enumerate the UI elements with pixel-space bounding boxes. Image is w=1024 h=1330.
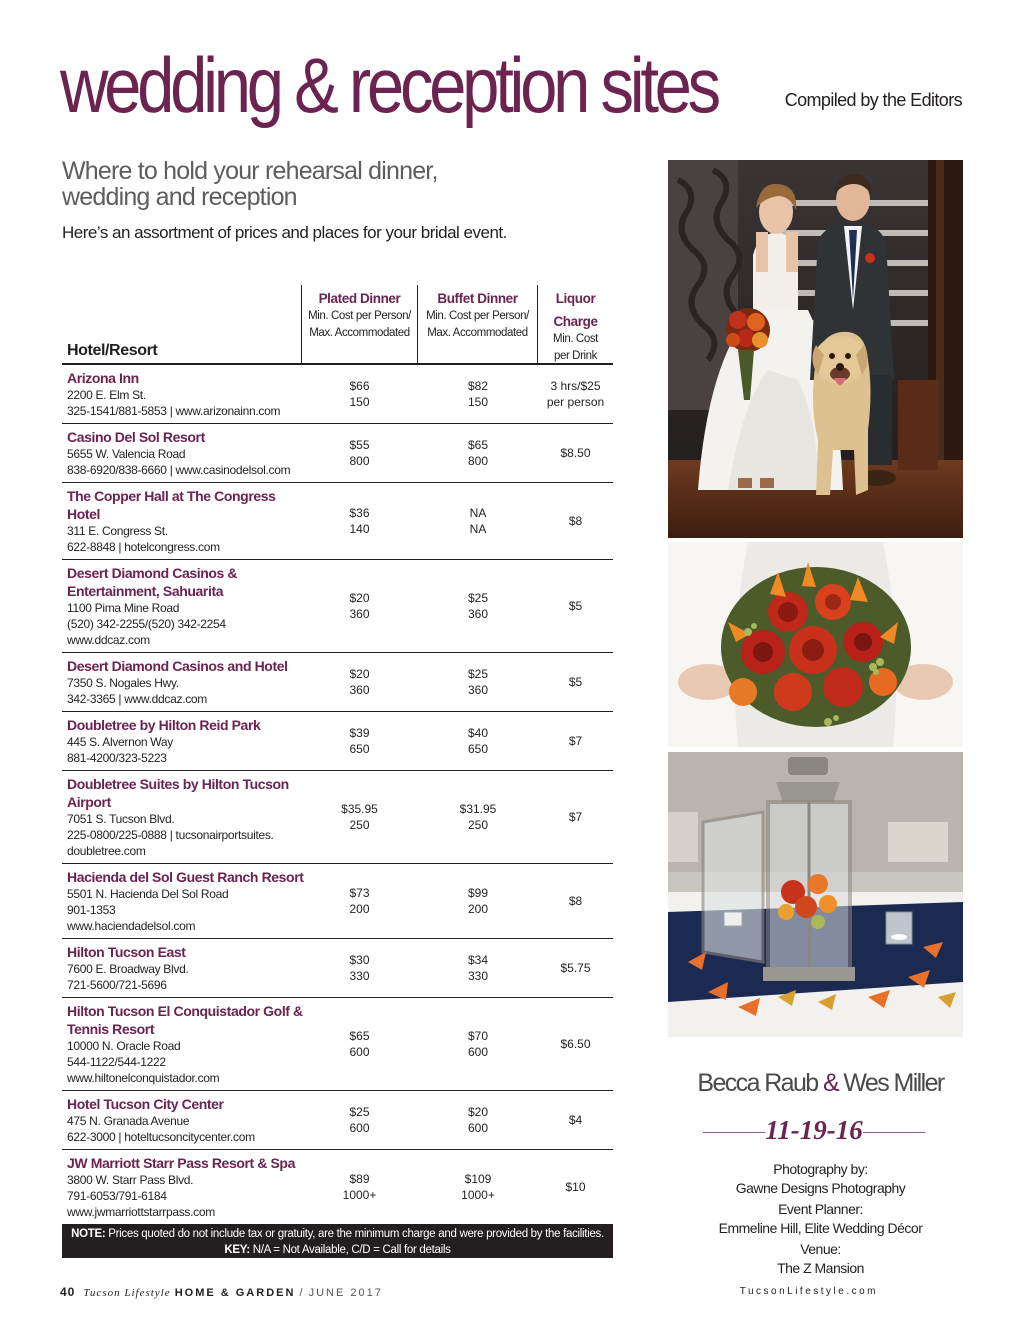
liquor-charge-cell xyxy=(538,1091,613,1149)
buffet-dinner-cell xyxy=(418,653,538,711)
page-title: wedding & reception sites xyxy=(60,41,717,129)
liquor-charge-cell xyxy=(538,864,613,938)
key-label: KEY: xyxy=(224,1244,250,1256)
plated-dinner-cell-value: $73 xyxy=(349,886,370,900)
venue-contact-line: 721-5600/721-5696 xyxy=(67,978,167,992)
venue-info xyxy=(62,939,307,997)
buffet-dinner-cell-value: $70 xyxy=(467,1029,489,1043)
plated-dinner-title: Plated Dinner xyxy=(318,291,401,306)
plated-dinner-cell-value: 600 xyxy=(349,1121,370,1135)
liquor-charge-cell-value: $8 xyxy=(568,514,583,528)
liquor-charge-cell-value: $7 xyxy=(568,810,583,824)
buffet-dinner-cell-value: 650 xyxy=(467,742,489,756)
venue-contact-line: 5655 W. Valencia Road xyxy=(67,447,186,461)
plated-dinner-cell-value: $89 xyxy=(349,1172,370,1186)
liquor-charge-cell-value: $5 xyxy=(568,675,583,689)
buffet-dinner-cell-value: 1000+ xyxy=(461,1188,495,1202)
buffet-dinner-sub1: Min. Cost per Person/ xyxy=(426,310,529,322)
venue-info xyxy=(62,653,307,711)
buffet-dinner-sub2: Max. Accommodated xyxy=(427,327,528,339)
liquor-sub-2: per Drink xyxy=(553,350,598,362)
plated-dinner-sub2: Max. Accommodated xyxy=(309,327,410,339)
buffet-dinner-cell-value: 600 xyxy=(467,1121,489,1135)
header-liquor-charge xyxy=(538,285,613,365)
buffet-dinner-cell-value: 800 xyxy=(467,454,489,468)
buffet-dinner-cell-value: NA xyxy=(469,506,487,520)
credit-name: Gawne Designs Photography xyxy=(735,1179,906,1196)
header-buffet-dinner xyxy=(418,285,538,363)
note-text: Prices quoted do not include tax or gratuity, are the minimum charge and were provided by the facilities. xyxy=(105,1228,604,1240)
plated-dinner-cell-value: 330 xyxy=(349,969,370,983)
plated-dinner-cell-value: $36 xyxy=(349,506,370,520)
venue-contact-line: doubletree.com xyxy=(67,844,146,858)
venue-contact-line: 901-1353 xyxy=(67,903,116,917)
table-row xyxy=(62,712,613,771)
liquor-title-2: Charge xyxy=(553,314,598,329)
liquor-charge-cell-value: $7 xyxy=(568,734,583,748)
liquor-charge-cell-value: $5 xyxy=(568,599,583,613)
venue-contact-line: (520) 342-2255/(520) 342-2254 xyxy=(67,617,226,631)
liquor-charge-cell xyxy=(538,365,613,423)
table-row xyxy=(62,483,613,560)
venue-info xyxy=(62,483,307,559)
liquor-charge-cell-value: per person xyxy=(546,395,605,409)
key-line xyxy=(62,1242,613,1258)
buffet-dinner-cell-value: $20 xyxy=(467,1105,489,1119)
footer-website: TucsonLifestyle.com xyxy=(739,1286,878,1297)
credit-role: Event Planner: xyxy=(778,1201,863,1217)
plated-dinner-cell xyxy=(301,365,418,423)
venue-contact-line: 791-6053/791-6184 xyxy=(67,1189,167,1203)
liquor-sub-1: Min. Cost xyxy=(553,333,598,345)
section-name: HOME & GARDEN xyxy=(174,1287,296,1299)
buffet-dinner-cell-value: 360 xyxy=(467,607,489,621)
venue-info xyxy=(62,1150,307,1224)
header-plated-dinner xyxy=(301,285,418,363)
venue-contact-line: 7051 S. Tucson Blvd. xyxy=(67,812,175,826)
venue-contact-line: 838-6920/838-6660 | www.casinodelsol.com xyxy=(67,463,291,477)
buffet-dinner-cell-value: $25 xyxy=(467,591,489,605)
plated-dinner-cell-value: $20 xyxy=(349,667,370,681)
venue-contact-line: 10000 N. Oracle Road xyxy=(67,1039,181,1053)
couple-first-name: Becca Raub xyxy=(697,1069,818,1097)
buffet-dinner-cell xyxy=(418,424,538,482)
venue-table xyxy=(62,285,613,1225)
intro-text: Here’s an assortment of prices and places for your bridal event. xyxy=(62,223,507,242)
plated-dinner-cell xyxy=(301,1150,418,1224)
buffet-dinner-cell-value: $31.95 xyxy=(459,802,497,816)
plated-dinner-cell-value: 360 xyxy=(349,683,370,697)
ampersand: & xyxy=(822,1069,839,1097)
issue-date: JUNE 2017 xyxy=(308,1287,383,1299)
liquor-charge-cell-value: 3 hrs/$25 xyxy=(550,379,601,393)
buffet-dinner-cell xyxy=(418,939,538,997)
venue-info xyxy=(62,424,307,482)
venue-name: Hotel Tucson City Center xyxy=(67,1096,224,1112)
plated-dinner-cell-value: 200 xyxy=(349,902,370,916)
wedding-date-block xyxy=(703,1115,925,1147)
buffet-dinner-cell-value: $65 xyxy=(467,438,489,452)
venue-contact-line: 1100 Pima Mine Road xyxy=(67,601,180,615)
table-row xyxy=(62,939,613,998)
buffet-dinner-cell xyxy=(418,712,538,770)
credit-name: Emmeline Hill, Elite Wedding Décor xyxy=(718,1219,923,1236)
date-rule-right xyxy=(863,1132,925,1133)
lantern-centerpiece-photo xyxy=(668,752,963,1037)
table-row xyxy=(62,365,613,424)
liquor-title-1: Liquor xyxy=(555,291,596,306)
header-hotel-resort: Hotel/Resort xyxy=(67,342,158,359)
bouquet-photo xyxy=(668,542,963,747)
plated-dinner-cell-value: $66 xyxy=(349,379,370,393)
venue-name: Casino Del Sol Resort xyxy=(67,429,205,445)
table-row xyxy=(62,771,613,864)
venue-contact-line: 342-3365 | www.ddcaz.com xyxy=(67,692,207,706)
buffet-dinner-cell xyxy=(418,560,538,652)
plated-dinner-cell-value: $55 xyxy=(349,438,370,452)
venue-contact-line: 881-4200/323-5223 xyxy=(67,751,167,765)
liquor-charge-cell-value: $4 xyxy=(568,1113,583,1127)
plated-dinner-cell-value: $20 xyxy=(349,591,370,605)
buffet-dinner-cell-value: $40 xyxy=(467,726,489,740)
table-header xyxy=(62,285,613,365)
venue-info xyxy=(62,365,307,423)
table-body xyxy=(62,365,613,1225)
plated-dinner-cell xyxy=(301,998,418,1090)
plated-dinner-cell-value: 650 xyxy=(349,742,370,756)
plated-dinner-cell xyxy=(301,939,418,997)
buffet-dinner-cell-value: $99 xyxy=(467,886,489,900)
liquor-charge-cell xyxy=(538,483,613,559)
table-row xyxy=(62,560,613,653)
plated-dinner-cell-value: $39 xyxy=(349,726,370,740)
venue-name: Hilton Tucson East xyxy=(67,944,186,960)
plated-dinner-cell xyxy=(301,653,418,711)
liquor-charge-cell xyxy=(538,712,613,770)
note-line xyxy=(62,1226,613,1242)
liquor-charge-cell-value: $8.50 xyxy=(560,446,591,460)
venue-contact-line: 3800 W. Starr Pass Blvd. xyxy=(67,1173,194,1187)
plated-dinner-cell-value: $25 xyxy=(349,1105,370,1119)
venue-name: Arizona Inn xyxy=(67,370,139,386)
table-row xyxy=(62,864,613,939)
magazine-name: Tucson Lifestyle xyxy=(83,1287,171,1299)
wedding-date: 11-19-16 xyxy=(765,1115,863,1145)
plated-dinner-cell-value: $30 xyxy=(349,953,370,967)
venue-contact-line: www.ddcaz.com xyxy=(67,633,150,647)
credit-role: Photography by: xyxy=(773,1161,868,1177)
buffet-dinner-cell xyxy=(418,365,538,423)
venue-info xyxy=(62,1091,307,1149)
table-row xyxy=(62,653,613,712)
key-text: N/A = Not Available, C/D = Call for details xyxy=(249,1244,451,1256)
venue-name: Desert Diamond Casinos and Hotel xyxy=(67,658,288,674)
table-row xyxy=(62,424,613,483)
table-row xyxy=(62,1091,613,1150)
buffet-dinner-cell-value: 330 xyxy=(467,969,489,983)
venue-info xyxy=(62,998,307,1090)
venue-contact-line: 445 S. Alvernon Way xyxy=(67,735,173,749)
couple-names xyxy=(668,1069,973,1098)
liquor-charge-cell xyxy=(538,939,613,997)
liquor-charge-cell xyxy=(538,560,613,652)
table-row xyxy=(62,1150,613,1225)
buffet-dinner-cell-value: $34 xyxy=(467,953,489,967)
buffet-dinner-cell-value: 150 xyxy=(467,395,489,409)
venue-contact-line: 622-3000 | hoteltucsoncitycenter.com xyxy=(67,1130,255,1144)
couple-second-name: Wes Miller xyxy=(843,1069,944,1097)
plated-dinner-sub1: Min. Cost per Person/ xyxy=(308,310,411,322)
plated-dinner-cell-value: 600 xyxy=(349,1045,370,1059)
venue-name: Hacienda del Sol Guest Ranch Resort xyxy=(67,869,304,885)
liquor-charge-cell-value: $5.75 xyxy=(560,961,591,975)
liquor-charge-cell-value: $10 xyxy=(565,1180,586,1194)
plated-dinner-cell xyxy=(301,864,418,938)
venue-name: Desert Diamond Casinos & Entertainment, Sahuarita xyxy=(67,565,238,599)
venue-name: Doubletree by Hilton Reid Park xyxy=(67,717,261,733)
buffet-dinner-cell xyxy=(418,771,538,863)
plated-dinner-cell xyxy=(301,560,418,652)
venue-contact-line: 622-8848 | hotelcongress.com xyxy=(67,540,220,554)
plated-dinner-cell xyxy=(301,771,418,863)
venue-contact-line: 475 N. Granada Avenue xyxy=(67,1114,190,1128)
venue-info xyxy=(62,712,307,770)
liquor-charge-cell-value: $6.50 xyxy=(560,1037,591,1051)
plated-dinner-cell-value: 150 xyxy=(349,395,370,409)
buffet-dinner-cell-value: $109 xyxy=(464,1172,492,1186)
venue-info xyxy=(62,864,307,938)
buffet-dinner-cell-value: $25 xyxy=(467,667,489,681)
venue-contact-line: www.haciendadelsol.com xyxy=(67,919,196,933)
couple-photo xyxy=(668,160,963,538)
buffet-dinner-cell-value: 600 xyxy=(467,1045,489,1059)
buffet-dinner-cell xyxy=(418,483,538,559)
venue-contact-line: 544-1122/544-1222 xyxy=(67,1055,166,1069)
liquor-charge-cell xyxy=(538,424,613,482)
venue-contact-line: 2200 E. Elm St. xyxy=(67,388,146,402)
venue-name: The Copper Hall at The Congress Hotel xyxy=(67,488,276,522)
liquor-charge-cell xyxy=(538,653,613,711)
credit-role: Venue: xyxy=(800,1241,841,1257)
folio-separator: / xyxy=(299,1287,305,1299)
venue-contact-line: 7600 E. Broadway Blvd. xyxy=(67,962,189,976)
buffet-dinner-cell xyxy=(418,1150,538,1224)
footer-folio xyxy=(60,1285,383,1299)
byline: Compiled by the Editors xyxy=(784,90,962,110)
venue-info xyxy=(62,560,307,652)
plated-dinner-cell xyxy=(301,424,418,482)
plated-dinner-cell-value: 250 xyxy=(349,818,370,832)
plated-dinner-cell-value: $65 xyxy=(349,1029,370,1043)
liquor-charge-cell xyxy=(538,998,613,1090)
plated-dinner-cell xyxy=(301,1091,418,1149)
liquor-charge-cell-value: $8 xyxy=(568,894,583,908)
venue-contact-line: 311 E. Congress St. xyxy=(67,524,168,538)
plated-dinner-cell xyxy=(301,483,418,559)
venue-contact-line: 5501 N. Hacienda Del Sol Road xyxy=(67,887,229,901)
buffet-dinner-cell-value: $82 xyxy=(467,379,489,393)
plated-dinner-cell-value: 1000+ xyxy=(342,1188,377,1202)
buffet-dinner-cell xyxy=(418,864,538,938)
venue-contact-line: www.hiltonelconquistador.com xyxy=(67,1071,220,1085)
venue-contact-line: 7350 S. Nogales Hwy. xyxy=(67,676,179,690)
subtitle: Where to hold your rehearsal dinner, wedding and reception xyxy=(62,157,438,211)
venue-contact-line: www.jwmarriottstarrpass.com xyxy=(67,1205,215,1219)
plated-dinner-cell xyxy=(301,712,418,770)
venue-contact-line: 325-1541/881-5853 | www.arizonainn.com xyxy=(67,404,281,418)
buffet-dinner-cell-value: 360 xyxy=(467,683,489,697)
plated-dinner-cell-value: $35.95 xyxy=(341,802,378,816)
buffet-dinner-cell-value: 200 xyxy=(467,902,489,916)
plated-dinner-cell-value: 360 xyxy=(349,607,370,621)
credit-name: The Z Mansion xyxy=(777,1259,864,1276)
venue-name: Doubletree Suites by Hilton Tucson Airport xyxy=(67,776,289,810)
liquor-charge-cell xyxy=(538,1150,613,1224)
buffet-dinner-cell-value: NA xyxy=(469,522,487,536)
venue-name: JW Marriott Starr Pass Resort & Spa xyxy=(67,1155,295,1171)
note-label: NOTE: xyxy=(71,1228,106,1240)
photo-credits xyxy=(668,1160,973,1277)
table-row xyxy=(62,998,613,1091)
venue-info xyxy=(62,771,307,863)
plated-dinner-cell-value: 140 xyxy=(349,522,370,536)
plated-dinner-cell-value: 800 xyxy=(349,454,370,468)
buffet-dinner-cell-value: 250 xyxy=(467,818,489,832)
venue-name: Hilton Tucson El Conquistador Golf & Tennis Resort xyxy=(67,1003,303,1037)
note-box xyxy=(62,1224,613,1258)
liquor-charge-cell xyxy=(538,771,613,863)
venue-contact-line: 225-0800/225-0888 | tucsonairportsuites. xyxy=(67,828,274,842)
buffet-dinner-title: Buffet Dinner xyxy=(437,291,518,306)
buffet-dinner-cell xyxy=(418,1091,538,1149)
page-number: 40 xyxy=(60,1285,76,1299)
buffet-dinner-cell xyxy=(418,998,538,1090)
